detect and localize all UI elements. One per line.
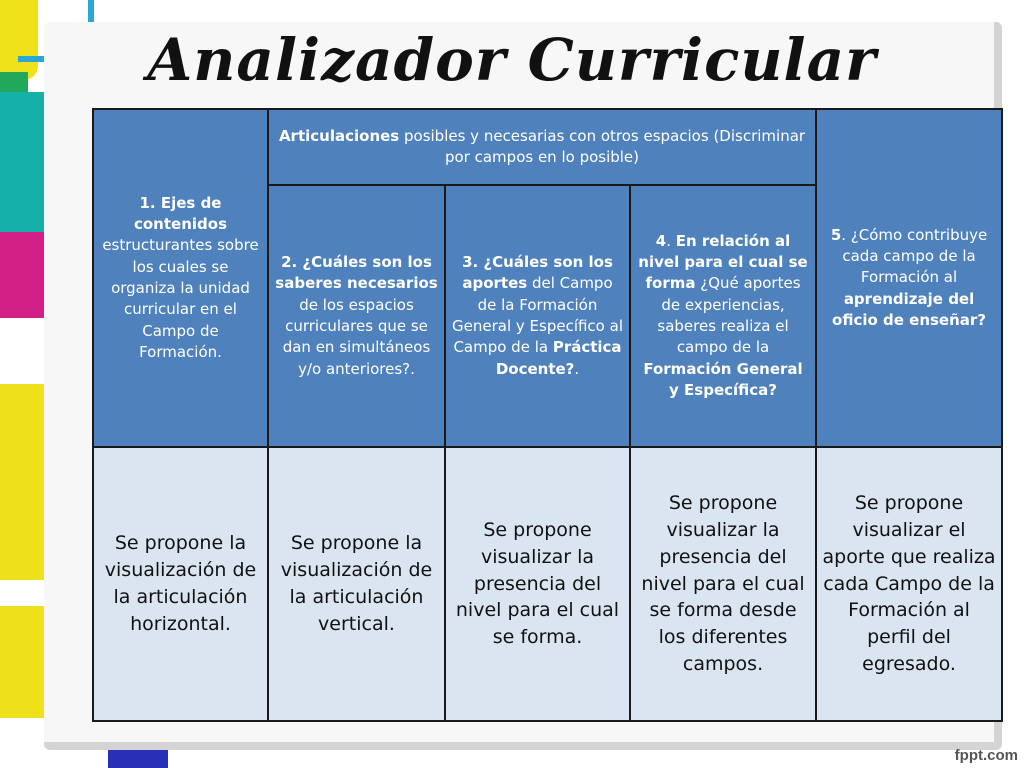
header-articulaciones: Articulaciones posibles y necesarias con otros espacios (Discriminar por campos en lo posible): [268, 109, 816, 185]
header-contribucion: 5. ¿Cómo contribuye cada campo de la Formación al aprendizaje del oficio de enseñar?: [816, 109, 1002, 447]
header-aportes-practica: 3. ¿Cuáles son los aportes del Campo de la Formación General y Específico al Campo de la Práctica Docente?.: [445, 185, 630, 447]
curricular-table: [92, 108, 1003, 722]
header-ejes-contenidos: 1. Ejes de contenidos estructurantes sobre los cuales se organiza la unidad curricular en el Campo de Formación.: [93, 109, 268, 447]
body-cell-nivel: Se propone visualizar la presencia del nivel para el cual se forma.: [445, 447, 630, 721]
body-cell-horizontal: Se propone la visualización de la articulación horizontal.: [93, 447, 268, 721]
watermark: fppt.com: [954, 747, 1018, 764]
body-cell-perfil-egresado: Se propone visualizar el aporte que realiza cada Campo de la Formación al perfil del egresado.: [816, 447, 1002, 721]
slide-title: Analizador Curricular: [147, 26, 877, 94]
header-relacion-nivel: 4. En relación al nivel para el cual se forma ¿Qué aportes de experiencias, saberes realiza el campo de la Formación General y Específica?: [630, 185, 816, 447]
body-cell-nivel-campos: Se propone visualizar la presencia del nivel para el cual se forma desde los diferentes campos.: [630, 447, 816, 721]
header-saberes-necesarios: 2. ¿Cuáles son los saberes necesarios de los espacios curriculares que se dan en simultáneos y/o anteriores?.: [268, 185, 445, 447]
body-cell-vertical: Se propone la visualización de la articulación vertical.: [268, 447, 445, 721]
